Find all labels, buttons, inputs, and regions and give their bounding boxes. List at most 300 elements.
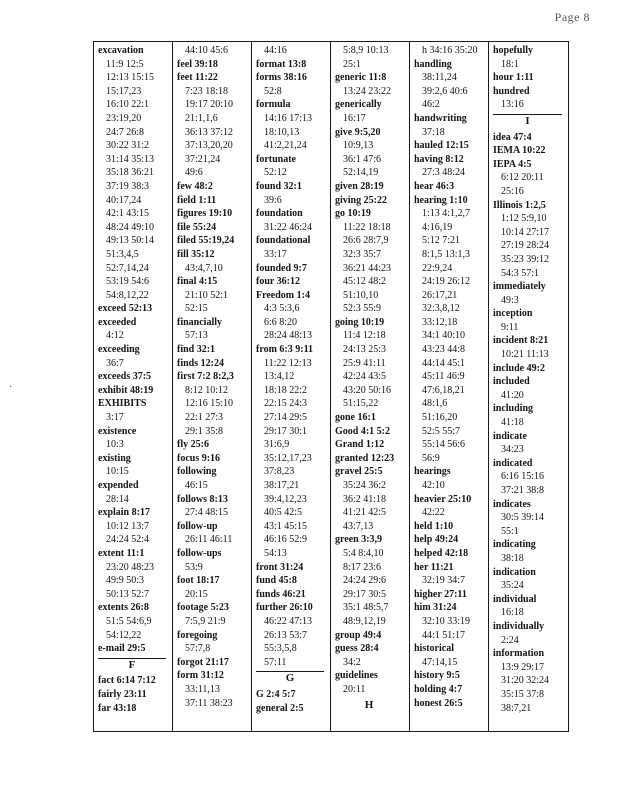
index-reference: 51:3,4,5 (106, 248, 139, 260)
index-reference: 37:18 (422, 126, 445, 138)
index-reference: 37:13,20,20 (185, 140, 233, 152)
index-reference: 19:17 20:10 (185, 99, 234, 111)
index-column-6 (489, 42, 568, 731)
index-headword: found 32:1 (256, 180, 302, 192)
index-headword: exceeds 37:5 (98, 371, 152, 383)
index-headword: hour 1:11 (493, 72, 534, 84)
index-headword: helped 42:18 (414, 547, 469, 559)
index-reference: 35:18 36:21 (106, 167, 155, 179)
index-headword: foregoing (177, 629, 218, 641)
index-reference: 29:17 30:1 (264, 425, 308, 437)
index-reference: 36:1 47:6 (343, 153, 382, 165)
word-index-table (93, 41, 569, 732)
index-headword: hear 46:3 (414, 180, 455, 192)
index-headword: inception (493, 308, 533, 320)
index-reference: 11:4 12:18 (343, 330, 386, 342)
index-reference: 24:19 26:12 (422, 276, 471, 288)
index-reference: 45:11 46:9 (422, 371, 465, 383)
index-headword: explain 8:17 (98, 507, 150, 519)
index-headword: guess 28:4 (335, 643, 379, 655)
index-reference: 46:22 47:13 (264, 615, 313, 627)
index-reference: 46:2 (422, 99, 440, 111)
index-headword: Grand 1:12 (335, 439, 385, 451)
index-headword: historical (414, 643, 454, 655)
index-reference: 4:16,19 (422, 221, 453, 233)
index-headword: gravel 25:5 (335, 466, 383, 478)
index-reference: 37:19 38:3 (106, 180, 150, 192)
index-headword: given 28:19 (335, 180, 384, 192)
index-reference: 34:23 (501, 444, 524, 456)
index-reference: 27:14 29:5 (264, 412, 308, 424)
index-headword: having 8:12 (414, 153, 464, 165)
index-reference: 54:13 (264, 547, 287, 559)
index-reference: 4:3 5:3,6 (264, 303, 300, 315)
index-reference: 54:3 57:1 (501, 267, 540, 279)
index-headword: IEPA 4:5 (493, 158, 532, 170)
index-reference: 46:16 52:9 (264, 534, 308, 546)
index-reference: 33:17 (264, 248, 287, 260)
index-headword: finds 12:24 (177, 357, 224, 369)
index-headword: exhibit 48:19 (98, 384, 154, 396)
index-reference: 50:13 52:7 (106, 588, 150, 600)
index-headword: her 11:21 (414, 561, 454, 573)
index-headword: fill 35:12 (177, 248, 215, 260)
index-headword: expended (98, 480, 139, 491)
index-headword: filed 55:19,24 (177, 235, 235, 247)
index-reference: h 34:16 35:20 (422, 45, 478, 56)
index-reference: 6:16 15:16 (501, 471, 545, 483)
index-headword: EXHIBITS (98, 398, 147, 410)
index-headword: indication (493, 566, 536, 578)
index-headword: him 31:24 (414, 602, 457, 614)
index-reference: 21:10 52:1 (185, 289, 229, 301)
index-reference: 51:5 54:6,9 (106, 615, 152, 627)
index-reference: 41:2,21,24 (264, 140, 307, 152)
index-reference: 13:24 23:22 (343, 85, 392, 97)
index-reference: 52:5 55:7 (422, 425, 461, 437)
index-reference: 54:12,22 (106, 629, 142, 641)
index-reference: 35:23 39:12 (501, 253, 550, 265)
index-reference: 48:1,6 (422, 398, 448, 410)
index-reference: 24:7 26:8 (106, 126, 145, 138)
index-reference: 31:22 46:24 (264, 221, 313, 233)
index-reference: 33:11,13 (185, 683, 220, 695)
index-reference: 13:16 (501, 99, 524, 111)
index-headword: go 10:19 (335, 208, 371, 220)
index-headword: founded 9:7 (256, 262, 307, 274)
index-reference: 42:22 (422, 507, 445, 519)
index-headword: excavation (98, 45, 144, 56)
index-reference: 16:18 (501, 607, 524, 619)
index-headword: gone 16:1 (335, 412, 376, 424)
index-reference: 8:17 23:6 (343, 561, 382, 573)
index-headword: fund 45:8 (256, 575, 297, 587)
index-reference: 51:15,22 (343, 398, 379, 410)
index-headword: hearing 1:10 (414, 194, 468, 206)
index-reference: 39:2,6 40:6 (422, 85, 468, 97)
index-reference: 55:3,5,8 (264, 643, 297, 655)
index-reference: 7:23 18:18 (185, 85, 229, 97)
index-headword: four 36:12 (256, 276, 300, 288)
index-headword: existing (98, 452, 131, 464)
index-reference: 42:10 (422, 480, 445, 491)
index-reference: 15:17,23 (106, 85, 142, 97)
index-reference: 49:3 (501, 294, 519, 306)
index-reference: 18:1 (501, 58, 519, 70)
index-headword: held 1:10 (414, 520, 454, 532)
index-reference: 26:11 46:11 (185, 534, 233, 546)
index-headword: group 49:4 (335, 629, 382, 641)
index-headword: incident 8:21 (493, 335, 549, 347)
index-reference: 23:19,20 (106, 112, 142, 124)
index-column-4 (331, 42, 410, 731)
index-reference: 6:12 20:11 (501, 172, 544, 184)
index-reference: 22:1 27:3 (185, 412, 224, 424)
index-reference: 36:7 (106, 357, 124, 369)
section-letter-heading: F (98, 658, 166, 673)
index-headword: hauled 12:15 (414, 140, 469, 152)
index-reference: 36:21 44:23 (343, 262, 392, 274)
section-letter-heading: I (493, 114, 562, 129)
index-reference: 40:17,24 (106, 194, 142, 206)
index-reference: 8:1,5 13:1,3 (422, 248, 471, 260)
index-reference: 32:3 35:7 (343, 248, 382, 260)
index-headword: extent 11:1 (98, 547, 145, 559)
index-headword: history 9:5 (414, 670, 460, 682)
index-headword: field 1:11 (177, 194, 217, 206)
index-reference: 11:22 12:13 (264, 357, 312, 369)
index-headword: fairly 23:11 (98, 688, 147, 700)
index-reference: 24:24 52:4 (106, 534, 150, 546)
index-reference: 39:6 (264, 194, 282, 206)
index-reference: 46:15 (185, 480, 208, 491)
index-headword: fact 6:14 7:12 (98, 675, 156, 687)
index-reference: 53:9 (185, 561, 203, 573)
index-reference: 44:1 51:17 (422, 629, 466, 641)
index-headword: exceeded (98, 316, 137, 328)
index-reference: 49:9 50:3 (106, 575, 145, 587)
index-reference: 42:24 43:5 (343, 371, 387, 383)
index-reference: 12:16 15:10 (185, 398, 234, 410)
index-headword: e-mail 29:5 (98, 643, 146, 655)
index-headword: figures 19:10 (177, 208, 233, 220)
index-headword: feet 11:22 (177, 72, 218, 84)
index-reference: 47:6,18,21 (422, 384, 465, 396)
index-reference: 36:2 41:18 (343, 493, 387, 505)
index-headword: immediately (493, 281, 546, 293)
index-headword: following (177, 466, 217, 478)
index-reference: 35:12,17,23 (264, 452, 312, 464)
index-headword: giving 25:22 (335, 194, 387, 206)
index-reference: 35:1 48:5,7 (343, 602, 389, 614)
index-reference: 35:24 36:2 (343, 480, 387, 491)
index-headword: individual (493, 593, 537, 605)
index-headword: give 9:5,20 (335, 126, 381, 138)
index-reference: 41:21 42:5 (343, 507, 387, 519)
index-reference: 26:6 28:7,9 (343, 235, 389, 247)
index-headword: handling (414, 58, 452, 70)
index-headword: existence (98, 425, 137, 437)
index-reference: 57:7,8 (185, 643, 211, 655)
index-reference: 42:1 43:15 (106, 208, 150, 220)
index-headword: Freedom 1:4 (256, 289, 310, 301)
index-headword: including (493, 403, 534, 415)
index-reference: 10:9,13 (343, 140, 374, 152)
index-headword: funds 46:21 (256, 588, 306, 600)
index-reference: 3:17 (106, 412, 124, 424)
index-headword: far 43:18 (98, 702, 137, 714)
index-reference: 36:13 37:12 (185, 126, 234, 138)
index-reference: 10:14 27:17 (501, 226, 550, 238)
index-headword: format 13:8 (256, 58, 307, 70)
index-reference: 52:14,19 (343, 167, 379, 179)
index-column-3 (252, 42, 331, 731)
index-headword: hundred (493, 85, 530, 97)
index-headword: higher 27:11 (414, 588, 467, 600)
index-reference: 52:7,14,24 (106, 262, 149, 274)
index-headword: Good 4:1 5:2 (335, 425, 390, 437)
index-reference: 56:9 (422, 452, 440, 464)
index-reference: 57:13 (185, 330, 208, 342)
index-headword: honest 26:5 (414, 697, 463, 709)
index-reference: 22:9,24 (422, 262, 453, 274)
index-reference: 13:9 29:17 (501, 661, 545, 673)
index-reference: 44:10 45:6 (185, 45, 229, 56)
index-headword: follows 8:13 (177, 493, 228, 505)
index-headword: G 2:4 5:7 (256, 688, 296, 700)
index-headword: generic 11:8 (335, 72, 387, 84)
index-reference: 38:11,24 (422, 72, 457, 84)
index-reference: 5:4 8:4,10 (343, 547, 384, 559)
index-headword: few 48:2 (177, 180, 213, 192)
index-reference: 10:3 (106, 439, 124, 451)
index-headword: information (493, 648, 545, 660)
index-headword: final 4:15 (177, 276, 218, 288)
index-reference: 48:9,12,19 (343, 615, 386, 627)
index-reference: 29:17 30:5 (343, 588, 387, 600)
index-reference: 43:20 50:16 (343, 384, 392, 396)
index-reference: 12:13 15:15 (106, 72, 155, 84)
index-reference: 31:20 32:24 (501, 675, 550, 687)
index-headword: included (493, 376, 530, 388)
index-reference: 37:21,24 (185, 153, 221, 165)
index-reference: 11:22 18:18 (343, 221, 391, 233)
index-reference: 27:19 28:24 (501, 240, 550, 252)
index-headword: going 10:19 (335, 316, 385, 328)
index-reference: 40:5 42:5 (264, 507, 303, 519)
index-reference: 31:14 35:13 (106, 153, 155, 165)
index-headword: forgot 21:17 (177, 656, 229, 668)
index-headword: help 49:24 (414, 534, 459, 546)
index-headword: formula (256, 99, 291, 111)
index-reference: 51:10,10 (343, 289, 379, 301)
index-reference: 30:22 31:2 (106, 140, 150, 152)
index-reference: 1:12 5:9,10 (501, 213, 547, 225)
index-reference: 1:13 4:1,2,7 (422, 208, 471, 220)
index-headword: idea 47:4 (493, 131, 532, 143)
index-headword: include 49:2 (493, 362, 545, 374)
index-headword: general 2:5 (256, 702, 304, 714)
index-reference: 16:17 (343, 112, 366, 124)
index-headword: hearings (414, 466, 451, 478)
index-headword: green 3:3,9 (335, 534, 383, 546)
index-reference: 49:6 (185, 167, 203, 179)
index-reference: 38:17,21 (264, 480, 300, 491)
index-reference: 35:15 37:8 (501, 688, 545, 700)
index-reference: 34:2 (343, 656, 361, 668)
index-reference: 20:11 (343, 683, 366, 695)
index-reference: 29:1 35:8 (185, 425, 224, 437)
index-reference: 20:15 (185, 588, 208, 600)
index-reference: 55:1 (501, 525, 519, 537)
index-reference: 6:6 8:20 (264, 316, 298, 328)
index-reference: 43:4,7,10 (185, 262, 223, 274)
index-headword: exceeding (98, 344, 140, 356)
index-reference: 25:16 (501, 185, 524, 197)
index-reference: 32:3,8,12 (422, 303, 460, 315)
index-headword: handwriting (414, 112, 467, 124)
index-headword: guidelines (335, 670, 378, 682)
index-reference: 25:1 (343, 58, 361, 70)
index-reference: 21:1,1,6 (185, 112, 218, 124)
index-headword: foot 18:17 (177, 575, 220, 587)
index-reference: 44:16 (264, 45, 287, 56)
index-reference: 13:4,12 (264, 371, 295, 383)
index-reference: 24:13 25:3 (343, 344, 387, 356)
index-headword: heavier 25:10 (414, 493, 472, 505)
index-column-2 (173, 42, 252, 731)
index-headword: form 31:12 (177, 670, 224, 682)
index-reference: 18:18 22:2 (264, 384, 308, 396)
index-headword: forms 38:16 (256, 72, 307, 84)
index-headword: fly 25:6 (177, 439, 209, 451)
index-headword: indicated (493, 457, 533, 469)
index-reference: 28:24 48:13 (264, 330, 313, 342)
index-reference: 27:3 48:24 (422, 167, 466, 179)
index-column-1 (94, 42, 173, 731)
index-column-5 (410, 42, 489, 731)
index-headword: fortunate (256, 153, 296, 165)
index-headword: Illinois 1:2,5 (493, 199, 546, 211)
index-reference: 27:4 48:15 (185, 507, 229, 519)
index-headword: indicating (493, 539, 536, 551)
index-reference: 44:14 45:1 (422, 357, 466, 369)
index-headword: holding 4:7 (414, 683, 463, 695)
index-reference: 23:20 48:23 (106, 561, 155, 573)
index-reference: 45:12 48:2 (343, 276, 387, 288)
index-reference: 5:8,9 10:13 (343, 45, 389, 56)
index-reference: 7:5,9 21:9 (185, 615, 226, 627)
index-reference: 34:1 40:10 (422, 330, 466, 342)
index-reference: 48:24 49:10 (106, 221, 155, 233)
index-reference: 38:18 (501, 552, 524, 564)
index-reference: 24:24 29:6 (343, 575, 387, 587)
index-headword: follow-ups (177, 547, 222, 559)
section-letter-heading: H (364, 698, 374, 711)
index-headword: further 26:10 (256, 602, 313, 614)
index-headword: IEMA 10:22 (493, 145, 546, 157)
index-reference: 11:9 12:5 (106, 58, 144, 70)
index-reference: 26:17,21 (422, 289, 458, 301)
index-headword: individually (493, 620, 545, 632)
index-reference: 2:24 (501, 634, 519, 646)
index-reference: 49:13 50:14 (106, 235, 155, 247)
index-reference: 39:4,12,23 (264, 493, 307, 505)
index-reference: 18:10,13 (264, 126, 300, 138)
index-headword: find 32:1 (177, 344, 216, 356)
index-reference: 53:19 54:6 (106, 276, 150, 288)
index-headword: front 31:24 (256, 561, 304, 573)
index-reference: 33:12,18 (422, 316, 458, 328)
index-reference: 38:7,21 (501, 702, 532, 714)
page-number: Page 8 (554, 10, 590, 24)
index-reference: 55:14 56:6 (422, 439, 466, 451)
index-headword: from 6:3 9:11 (256, 344, 314, 356)
index-reference: 30:5 39:14 (501, 512, 545, 524)
index-reference: 31:6,9 (264, 439, 290, 451)
index-headword: follow-up (177, 520, 218, 532)
index-headword: generically (335, 99, 382, 111)
index-headword: granted 12:23 (335, 452, 395, 464)
index-reference: 52:3 55:9 (343, 303, 382, 315)
index-reference: 10:15 (106, 466, 129, 478)
index-reference: 52:8 (264, 85, 282, 97)
index-reference: 54:8,12,22 (106, 289, 149, 301)
section-letter-heading: G (256, 671, 324, 686)
index-reference: 35:24 (501, 580, 524, 592)
index-reference: 5:12 7:21 (422, 235, 461, 247)
index-reference: 22:15 24:3 (264, 398, 308, 410)
index-reference: 57:11 (264, 656, 287, 668)
index-reference: 32:19 34:7 (422, 575, 466, 587)
index-headword: footage 5:23 (177, 602, 229, 614)
index-reference: 41:18 (501, 417, 524, 429)
index-headword: file 55:24 (177, 221, 217, 233)
index-reference: 43:7,13 (343, 520, 374, 532)
index-reference: 43:1 45:15 (264, 520, 308, 532)
index-reference: 25:9 41:11 (343, 357, 386, 369)
index-reference: 8:12 10:12 (185, 384, 229, 396)
index-headword: exceed 52:13 (98, 303, 153, 315)
index-reference: 52:15 (185, 303, 208, 315)
index-headword: indicates (493, 498, 531, 510)
index-reference: 41:20 (501, 389, 524, 401)
index-headword: feel 39:18 (177, 58, 218, 70)
index-reference: 28:14 (106, 493, 129, 505)
index-reference: 52:12 (264, 167, 287, 179)
index-headword: hopefully (493, 45, 534, 56)
index-reference: 14:16 17:13 (264, 112, 313, 124)
index-headword: focus 9:16 (177, 452, 221, 464)
index-reference: 37:8,23 (264, 466, 295, 478)
index-reference: 10:12 13:7 (106, 520, 150, 532)
index-headword: indicate (493, 430, 527, 442)
index-headword: extents 26:8 (98, 602, 149, 614)
index-headword: financially (177, 316, 223, 328)
index-reference: 16:10 22:1 (106, 99, 150, 111)
index-reference: 51:16,20 (422, 412, 458, 424)
index-reference: 26:13 53:7 (264, 629, 308, 641)
index-reference: 9:11 (501, 321, 519, 333)
index-reference: 4:12 (106, 330, 124, 342)
index-reference: 43:23 44:8 (422, 344, 466, 356)
index-headword: foundation (256, 208, 303, 220)
index-reference: 47:14,15 (422, 656, 458, 668)
index-reference: 32:10 33:19 (422, 615, 471, 627)
index-reference: 37:21 38:8 (501, 485, 545, 496)
index-reference: 10:21 11:13 (501, 349, 549, 361)
stray-mark: · (9, 382, 13, 393)
